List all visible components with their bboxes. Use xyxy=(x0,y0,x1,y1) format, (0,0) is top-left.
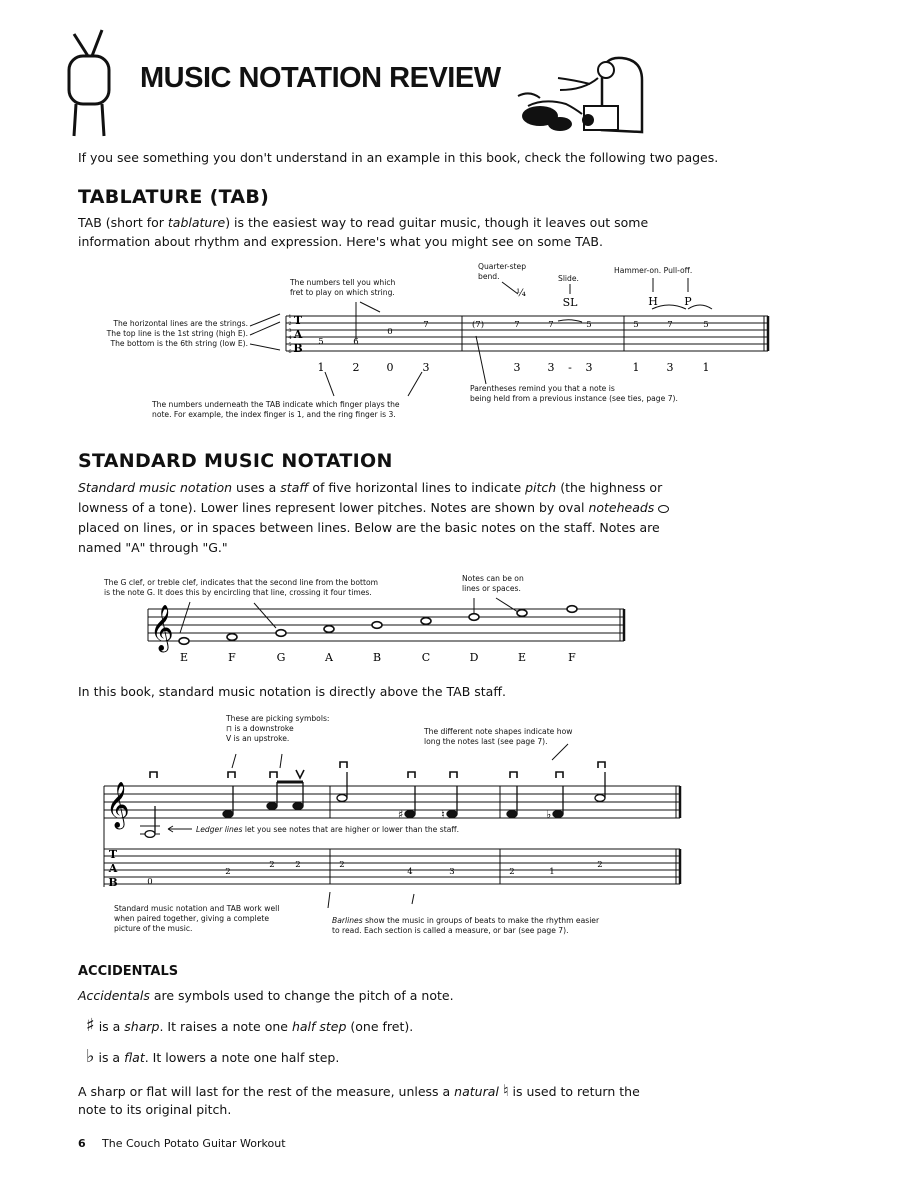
book-title: The Couch Potato Guitar Workout xyxy=(102,1137,286,1150)
tab-letter-t: T xyxy=(108,848,118,861)
annotation-parentheses: Parentheses remind you that a note is being held from a previous instance (see ties, page 7). xyxy=(470,384,678,403)
standard-paragraph-line3: placed on lines, or in spaces between lines. Below are the basic notes on the staff. Notes are xyxy=(78,520,660,535)
tab-letter-t: T xyxy=(293,314,303,327)
finger-number: 2 xyxy=(352,361,360,374)
string-number: 4 xyxy=(288,335,292,341)
tab-letter-b: B xyxy=(293,342,303,355)
tab-heading: TABLATURE (TAB) xyxy=(78,186,270,208)
tab-fret: (7) xyxy=(471,320,485,330)
string-number: 2 xyxy=(288,321,292,327)
finger-number: 3 xyxy=(547,361,555,374)
slide-mark: SL xyxy=(562,296,578,309)
annotation-fret-numbers: The numbers tell you which fret to play on which string. xyxy=(290,278,396,297)
annotation-ledger-lines: Ledger lines let you see notes that are higher or lower than the staff. xyxy=(196,825,459,834)
note-name: F xyxy=(568,651,576,664)
annotation-finger-numbers: The numbers underneath the TAB indicate which finger plays the note. For example, the index finger is 1, and the ring finger is 3. xyxy=(152,400,400,419)
sharp-line: ♯ is a sharp. It raises a note one half step (one fret). xyxy=(86,1015,414,1036)
sharp-icon: ♯ xyxy=(398,808,404,821)
annotation-combo: Standard music notation and TAB work well when paired together, giving a complete picture of the music. xyxy=(114,904,280,933)
tab-fret: 5 xyxy=(633,320,639,330)
tab-fret: 4 xyxy=(407,867,413,877)
annotation-hammer-pull: Hammer-on. Pull-off. xyxy=(614,266,693,275)
note-name: A xyxy=(325,651,333,664)
tab-fret: 2 xyxy=(225,867,231,877)
string-number: 1 xyxy=(288,314,292,320)
tab-letter-b: B xyxy=(108,876,118,889)
standard-notation-heading: STANDARD MUSIC NOTATION xyxy=(78,450,393,472)
tab-fret: 0 xyxy=(387,327,393,337)
tab-fret: 3 xyxy=(449,867,455,877)
tab-paragraph-line2: information about rhythm and expression. Here's what you might see on some TAB. xyxy=(78,234,603,249)
sharp-icon: ♯ xyxy=(86,1015,95,1036)
finger-number: 3 xyxy=(666,361,674,374)
tab-fret: 7 xyxy=(423,320,429,330)
treble-clef-icon: 𝄞 xyxy=(106,782,130,828)
tab-fret: 2 xyxy=(269,860,275,870)
tab-fret: 6 xyxy=(353,337,359,347)
annotation-barlines: Barlines show the music in groups of beats to make the rhythm easier to read. Each section is called a measure, or bar (see page 7). xyxy=(332,916,600,935)
note-name: B xyxy=(372,651,382,664)
finger-number: 3 xyxy=(422,361,430,374)
annotation-strings: The horizontal lines are the strings. The top line is the 1st string (high E). The bottom is the 6th string (low E). xyxy=(106,319,248,348)
string-number: 6 xyxy=(288,349,292,355)
treble-clef-icon: 𝄞 xyxy=(150,605,174,651)
finger-number: 1 xyxy=(632,361,640,374)
flat-icon: ♭ xyxy=(86,1046,95,1067)
note-name: D xyxy=(469,651,479,664)
pull-mark: P xyxy=(684,295,692,308)
accidentals-heading: ACCIDENTALS xyxy=(78,964,179,979)
tab-fret: 0 xyxy=(147,877,153,887)
string-number: 5 xyxy=(288,342,292,348)
tab-fret: 2 xyxy=(597,860,603,870)
hammer-mark: H xyxy=(648,295,658,308)
note-name: E xyxy=(517,651,527,664)
in-this-book-text: In this book, standard music notation is directly above the TAB staff. xyxy=(78,684,506,699)
natural-icon: ♮ xyxy=(441,808,445,821)
page-number: 6 xyxy=(78,1137,86,1150)
annotation-note-shapes: The different note shapes indicate how long the notes last (see page 7). xyxy=(424,727,573,746)
tab-letter-a: A xyxy=(108,862,118,875)
note-name: C xyxy=(421,651,431,664)
annotation-g-clef: The G clef, or treble clef, indicates that the second line from the bottom is the note G. It does this by encircling that line, crossing it four times. xyxy=(104,578,379,597)
annotation-slide: Slide. xyxy=(558,274,579,283)
tab-fret: 1 xyxy=(549,867,555,877)
tab-fret: 5 xyxy=(586,320,592,330)
standard-paragraph-line4: named "A" through "G." xyxy=(78,540,228,555)
note-name: G xyxy=(276,651,286,664)
tab-paragraph-line1: TAB (short for tablature) is the easiest way to read guitar music, though it leaves out some xyxy=(78,215,649,230)
natural-line2: note to its original pitch. xyxy=(78,1102,232,1117)
finger-number: 1 xyxy=(702,361,710,374)
tab-fret: 7 xyxy=(548,320,554,330)
flat-line: ♭ is a flat. It lowers a note one half step. xyxy=(86,1046,340,1067)
finger-number: - xyxy=(568,361,572,374)
standard-paragraph-line2: lowness of a tone). Lower lines represent lower pitches. Notes are shown by oval noteheads xyxy=(78,498,669,517)
finger-number: 3 xyxy=(513,361,521,374)
tab-fret: 5 xyxy=(703,320,709,330)
natural-line1: A sharp or flat will last for the rest of the measure, unless a natural ♮ is used to return the xyxy=(78,1081,640,1100)
annotation-picking-symbols: These are picking symbols: ⊓ is a downstroke V is an upstroke. xyxy=(226,714,330,743)
quarter-mark: ¼ xyxy=(516,288,526,299)
tab-fret: 5 xyxy=(318,337,324,347)
annotation-lines-spaces: Notes can be on lines or spaces. xyxy=(462,574,524,593)
annotation-quarter-bend: Quarter-step bend. xyxy=(478,262,527,281)
string-number: 3 xyxy=(288,328,292,334)
tab-fret: 2 xyxy=(509,867,515,877)
page-title: MUSIC NOTATION REVIEW xyxy=(140,62,501,94)
standard-paragraph-line1: Standard music notation uses a staff of five horizontal lines to indicate pitch (the highness or xyxy=(78,480,663,495)
finger-number: 0 xyxy=(386,361,394,374)
tab-fret: 7 xyxy=(667,320,673,330)
flat-icon: ♭ xyxy=(546,808,552,821)
tab-fret: 2 xyxy=(295,860,301,870)
natural-icon: ♮ xyxy=(502,1081,509,1100)
finger-number: 3 xyxy=(585,361,593,374)
tab-letter-a: A xyxy=(293,328,303,341)
accidentals-intro: Accidentals are symbols used to change the pitch of a note. xyxy=(78,988,454,1003)
note-name: E xyxy=(179,651,189,664)
tab-fret: 2 xyxy=(339,860,345,870)
note-name: F xyxy=(228,651,236,664)
tab-fret: 7 xyxy=(514,320,520,330)
intro-text: If you see something you don't understand in an example in this book, check the following two pages. xyxy=(78,150,719,165)
finger-number: 1 xyxy=(317,361,325,374)
